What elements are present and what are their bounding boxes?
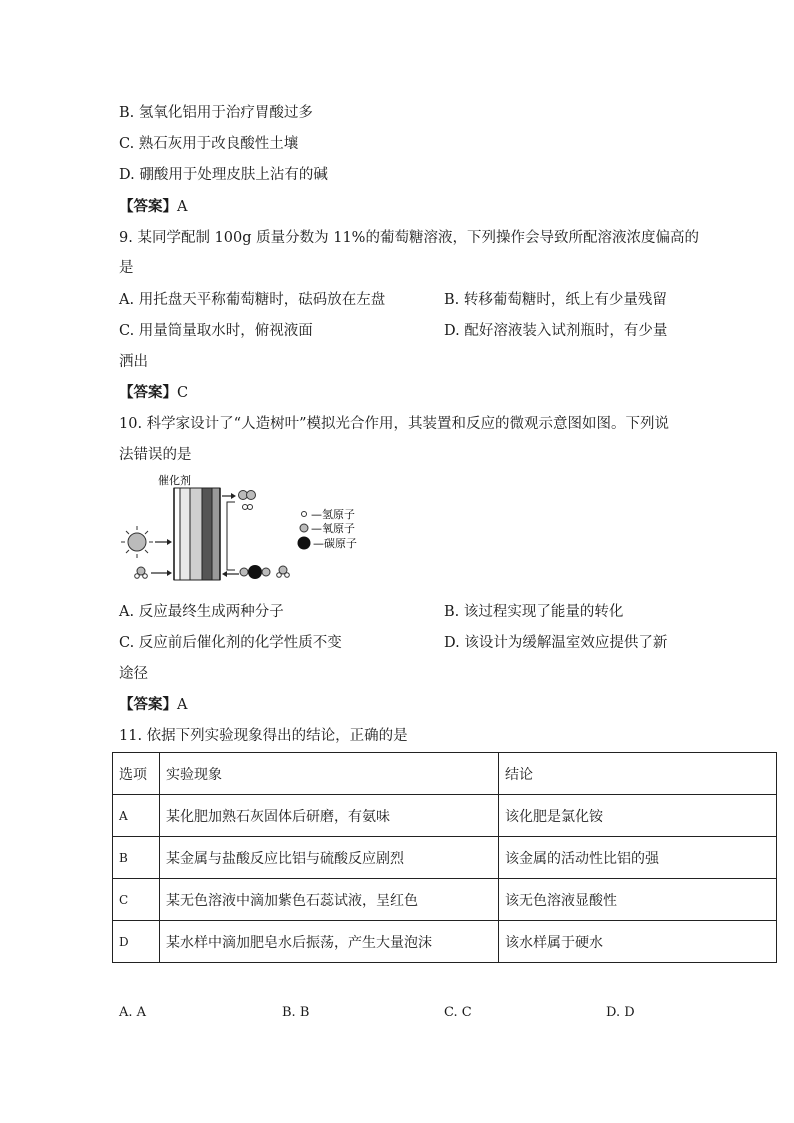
q11-choice-a: A. A <box>119 1005 147 1020</box>
row-conclusion: 该金属的活动性比铝的强 <box>499 837 777 879</box>
q10-option-c: C. 反应前后催化剂的化学性质不变 <box>119 635 342 651</box>
answer-label: 【答案】 <box>119 384 177 401</box>
water-arrow-head <box>167 570 172 576</box>
artificial-leaf-figure <box>121 474 371 588</box>
q11-choice-b: B. B <box>282 1005 310 1020</box>
carbon-atom-icon <box>298 537 311 550</box>
row-phenomenon: 某化肥加熟石灰固体后研磨，有氨味 <box>160 795 499 837</box>
device-layers <box>174 488 220 580</box>
q11-choice-c: C. C <box>444 1005 472 1020</box>
answer-value: C <box>177 385 189 401</box>
co2-molecule <box>240 565 270 579</box>
q9-answer <box>119 383 188 403</box>
row-phenomenon: 某无色溶液中滴加紫色石蕊试液，呈红色 <box>160 879 499 921</box>
hydrogen-atom-icon <box>302 512 307 517</box>
q8-option-c: C. 熟石灰用于改良酸性土壤 <box>119 136 299 152</box>
table-header-row <box>113 753 777 795</box>
q10-stem-line1: 10. 科学家设计了“人造树叶”模拟光合作用，其装置和反应的微观示意图如图。下列说 <box>119 416 669 432</box>
q11-stem: 11. 依据下列实验现象得出的结论，正确的是 <box>119 728 408 744</box>
oxygen-atom-icon <box>300 524 308 532</box>
q9-stem-line1: 9. 某同学配制 100g 质量分数为 11%的葡萄糖溶液，下列操作会导致所配溶液浓度偏高的 <box>119 230 699 246</box>
q10-option-a: A. 反应最终生成两种分子 <box>119 604 284 620</box>
row-phenomenon: 某水样中滴加肥皂水后振荡，产生大量泡沫 <box>160 921 499 963</box>
catalyst-label: 催化剂 <box>158 474 191 487</box>
q10-answer <box>119 695 187 715</box>
header-conclusion: 结论 <box>499 753 777 795</box>
row-conclusion: 该无色溶液显酸性 <box>499 879 777 921</box>
row-option: C <box>113 879 160 921</box>
experiment-table <box>112 752 777 963</box>
q9-option-c: C. 用量筒量取水时，俯视液面 <box>119 323 313 339</box>
q8-option-b: B. 氢氧化铝用于治疗胃酸过多 <box>119 105 313 121</box>
oxygen-molecule <box>239 491 256 500</box>
answer-label: 【答案】 <box>119 198 177 215</box>
q9-option-d: D. 配好溶液装入试剂瓶时，有少量 <box>444 323 668 339</box>
input-arrow-head <box>222 571 227 577</box>
water-molecule-left <box>135 567 148 578</box>
header-phenomenon: 实验现象 <box>160 753 499 795</box>
row-conclusion: 该化肥是氯化铵 <box>499 795 777 837</box>
q10-option-b: B. 该过程实现了能量的转化 <box>444 604 624 620</box>
row-option: A <box>113 795 160 837</box>
light-arrow-head <box>167 539 172 545</box>
q8-answer <box>119 197 187 217</box>
q10-option-d-cont: 途径 <box>119 666 148 682</box>
row-option: B <box>113 837 160 879</box>
q9-option-d-cont: 洒出 <box>119 354 148 370</box>
legend <box>298 507 358 550</box>
output-arrow-head <box>231 493 236 499</box>
header-option: 选项 <box>113 753 160 795</box>
q8-option-d: D. 硼酸用于处理皮肤上沾有的碱 <box>119 167 328 183</box>
table-row <box>113 879 777 921</box>
table-row <box>113 837 777 879</box>
answer-label: 【答案】 <box>119 696 177 713</box>
q10-stem-line2: 法错误的是 <box>119 447 192 463</box>
bracket <box>227 502 235 570</box>
q10-option-d: D. 该设计为缓解温室效应提供了新 <box>444 635 668 651</box>
row-phenomenon: 某金属与盐酸反应比铝与硫酸反应剧烈 <box>160 837 499 879</box>
hydrogen-molecule <box>243 505 253 510</box>
table-row <box>113 921 777 963</box>
answer-value: A <box>177 199 188 215</box>
table-row <box>113 795 777 837</box>
legend-oxygen: —氧原子 <box>311 522 355 535</box>
q9-stem-line2: 是 <box>119 260 134 276</box>
water-molecule-right <box>277 566 290 577</box>
legend-carbon: —碳原子 <box>313 537 357 550</box>
answer-value: A <box>177 697 188 713</box>
row-conclusion: 该水样属于硬水 <box>499 921 777 963</box>
row-option: D <box>113 921 160 963</box>
legend-hydrogen: —氢原子 <box>311 508 355 521</box>
q9-option-a: A. 用托盘天平称葡萄糖时，砝码放在左盘 <box>119 292 386 308</box>
q9-option-b: B. 转移葡萄糖时，纸上有少量残留 <box>444 292 667 308</box>
q11-choice-d: D. D <box>606 1005 635 1020</box>
sun-icon <box>121 526 153 558</box>
